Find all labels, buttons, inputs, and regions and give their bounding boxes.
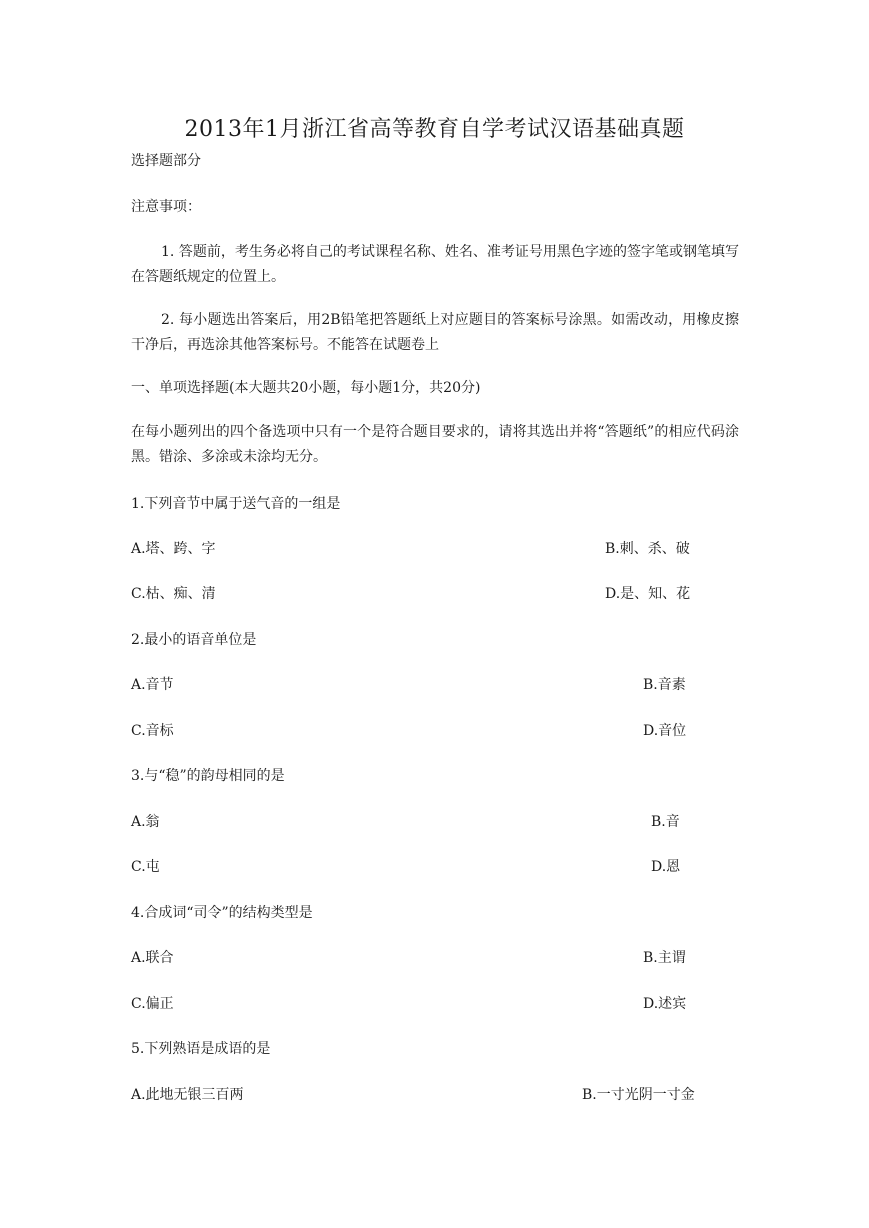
- option-c: C.屯: [131, 859, 160, 875]
- notice-item-2: 2. 每小题选出答案后，用2B铅笔把答题纸上对应题目的答案标号涂黑。如需改动，用橡皮擦干净后，再选涂其他答案标号。不能答在试题卷上: [131, 312, 739, 353]
- option-d: D.音位: [643, 723, 687, 739]
- option-d: D.恩: [651, 859, 681, 875]
- option-a: A.塔、跨、字: [131, 541, 216, 557]
- option-b: B.音: [651, 814, 680, 830]
- option-c: C.音标: [131, 723, 174, 739]
- option-a: A.联合: [131, 950, 174, 966]
- question-stem: 5.下列熟语是成语的是: [131, 1041, 271, 1057]
- question-stem: 3.与“稳”的韵母相同的是: [131, 768, 285, 784]
- section-label: 选择题部分: [131, 153, 201, 169]
- option-b: B.主谓: [643, 950, 686, 966]
- page-title: 2013年1月浙江省高等教育自学考试汉语基础真题: [184, 117, 685, 142]
- notice-heading: 注意事项：: [131, 199, 201, 215]
- option-b: B.刺、杀、破: [605, 541, 690, 557]
- option-b: B.音素: [643, 677, 686, 693]
- question-stem: 1.下列音节中属于送气音的一组是: [131, 496, 341, 512]
- option-a: A.此地无银三百两: [131, 1087, 244, 1103]
- option-d: D.是、知、花: [605, 586, 691, 602]
- option-a: A.音节: [131, 677, 174, 693]
- option-c: C.枯、痴、清: [131, 586, 216, 602]
- option-c: C.偏正: [131, 996, 174, 1012]
- option-b: B.一寸光阴一寸金: [582, 1087, 695, 1103]
- option-a: A.翁: [131, 814, 160, 830]
- part1-instruction: 在每小题列出的四个备选项中只有一个是符合题目要求的，请将其选出并将“答题纸”的相应代码涂黑。错涂、多涂或未涂均无分。: [131, 424, 739, 465]
- option-d: D.述宾: [643, 996, 687, 1012]
- question-stem: 2.最小的语音单位是: [131, 632, 257, 648]
- question-stem: 4.合成词“司令”的结构类型是: [131, 905, 313, 921]
- part1-heading: 一、单项选择题(本大题共20小题，每小题1分，共20分): [131, 380, 481, 396]
- notice-item-1: 1. 答题前，考生务必将自己的考试课程名称、姓名、准考证号用黑色字迹的签字笔或钢笔填写在答题纸规定的位置上。: [131, 244, 739, 285]
